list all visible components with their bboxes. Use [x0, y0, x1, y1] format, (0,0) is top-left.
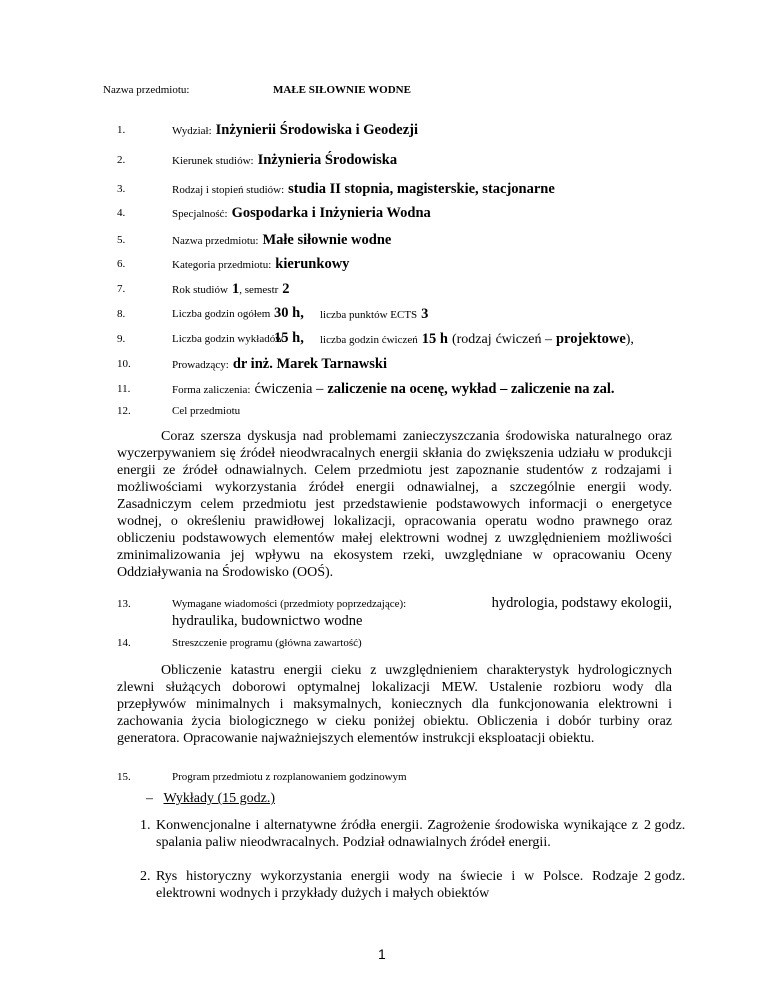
item-value: 30 h,	[274, 305, 304, 321]
item-number: 13.	[117, 598, 131, 610]
course-header	[103, 84, 411, 96]
item-label: Liczba godzin ogółem	[172, 308, 271, 320]
item-value: Inżynierii Środowiska i Geodezji	[215, 122, 418, 138]
item-paren-close: ),	[625, 332, 634, 347]
item-label: Liczba godzin wykładów	[172, 333, 284, 345]
item-value: kierunkowy	[275, 256, 350, 272]
item-value: zaliczenie na ocenę, wykład – zaliczenie na zal.	[327, 381, 615, 397]
header-label: Nazwa przedmiotu:	[103, 84, 190, 96]
list-dash: –	[146, 791, 153, 806]
lecture-hours: 2 godz.	[644, 869, 686, 884]
item-label: Rok studiów	[172, 284, 228, 296]
item-number: 6.	[117, 258, 126, 270]
item-label: Nazwa przedmiotu:	[172, 235, 259, 247]
item-label: Prowadzący:	[172, 359, 229, 371]
lectures-heading	[146, 791, 275, 807]
item-label: Wymagane wiadomości (przedmioty poprzedzające):	[172, 598, 407, 610]
item-label: Cel przedmiotu	[172, 405, 241, 417]
item-paren-open: (rodzaj	[451, 332, 492, 347]
lecture-number: 2.	[140, 869, 151, 884]
item-label: Rodzaj i stopień studiów:	[172, 184, 285, 196]
item-label: Program przedmiotu z rozplanowaniem godzinowym	[172, 771, 407, 783]
item-number: 2.	[117, 154, 126, 166]
item-number: 1.	[117, 124, 126, 136]
item-value: studia II stopnia, magisterskie, stacjonarne	[288, 181, 555, 197]
item-number: 8.	[117, 308, 126, 320]
item-value: 15 h,	[274, 330, 304, 346]
item-number: 9.	[117, 333, 126, 345]
item-number: 4.	[117, 207, 126, 219]
item-value-ects: 3	[421, 306, 429, 322]
item-value: dr inż. Marek Tarnawski	[232, 356, 387, 372]
item-kind: ćwiczenia –	[254, 381, 324, 397]
summary-paragraph	[117, 662, 672, 747]
item-label: Kierunek studiów:	[172, 155, 254, 167]
goal-text: Coraz szersza dyskusja nad problemami zanieczyszczania środowiska naturalnego oraz wyczerpywaniem się źródeł nieodwracalnych energii skłania do zwiększenia udziału w produkcji energii ze źródeł odnawialnych. Celem przedmiotu jest zapoznanie studentów z rodzajami i możliwościami wykorzystania źródeł energii odnawialnej, a szczególnie energii wody. Zasadniczym celem przedmiotu jest przedstawienie podstawowych informacji o energetyce wodnej, o określeniu prawidłowej lokalizacji, opracowania operatu wodno prawnego oraz obliczeniu podstawowych elementów małej elektrowni wodnej z uwzględnieniem możliwości zminimalizowania jej wpływu na ekosystem rzeki, uwzględniane w opracowaniu Oceny Oddziaływania na Środowisko (OOŚ).	[117, 429, 672, 580]
item-label: Wydział:	[172, 125, 212, 137]
item-label: Kategoria przedmiotu:	[172, 259, 272, 271]
item-number: 12.	[117, 405, 131, 417]
item-number: 14.	[117, 637, 131, 649]
item-number: 7.	[117, 283, 126, 295]
header-title: MAŁE SIŁOWNIE WODNE	[273, 84, 411, 96]
item-value: Małe siłownie wodne	[262, 232, 392, 248]
item-label: Specjalność:	[172, 208, 228, 220]
item-label: Streszczenie programu (główna zawartość)	[172, 637, 362, 649]
item-value-semester: 2	[282, 281, 290, 297]
lecture-number: 1.	[140, 818, 151, 833]
item-number: 3.	[117, 183, 126, 195]
lectures-title: Wykłady (15 godz.)	[163, 791, 276, 806]
item-label-ects: liczba punktów ECTS	[320, 309, 418, 321]
item-value: 1	[231, 281, 240, 297]
item-label-semester: , semestr	[239, 284, 279, 296]
lecture-text: Rys historyczny wykorzystania energii wody na świecie i w Polsce. Rodzaje elektrowni wodnych i przykłady dużych i małych obiektów	[156, 869, 638, 901]
lecture-hours: 2 godz.	[644, 818, 686, 833]
item-value: Inżynieria Środowiska	[257, 152, 398, 168]
item-number: 10.	[117, 358, 131, 370]
summary-text: Obliczenie katastru energii cieku z uwzględnieniem charakterystyk hydrologicznych zlewni służących doborowi optymalnej lokalizacji MEW. Ustalenie rozbioru wody dla przepływów minimalnych i maksymalnych, koniecznych dla funkcjonowania elektrowni i zachowania życia biologicznego w cieku poniżej obiektu. Obliczenia i dobór turbiny oraz generatora. Opracowanie najważniejszych elementów instrukcji eksploatacji obiektu.	[117, 663, 672, 746]
item-value: Gospodarka i Inżynieria Wodna	[231, 205, 431, 221]
page-number: 1	[378, 946, 386, 962]
item-kind-value: projektowe	[555, 331, 626, 347]
item-value-exercises: 15 h	[421, 331, 448, 347]
item-number: 11.	[117, 383, 131, 395]
item-label-exercises: liczba godzin ćwiczeń	[320, 334, 418, 346]
lecture-text: Konwencjonalne i alternatywne źródła energii. Zagrożenie środowiska wynikające z spalania paliw nieodwracalnych. Podział odnawialnych źródeł energii.	[156, 818, 638, 850]
item-value-line1: hydrologia, podstawy ekologii,	[491, 595, 672, 611]
item-label: Forma zaliczenia:	[172, 384, 251, 396]
item-number: 5.	[117, 234, 126, 246]
item-kind: ćwiczeń –	[495, 332, 552, 347]
item-number: 15.	[117, 771, 131, 783]
goal-paragraph	[117, 428, 672, 581]
item-value-line2: hydraulika, budownictwo wodne	[172, 613, 363, 629]
